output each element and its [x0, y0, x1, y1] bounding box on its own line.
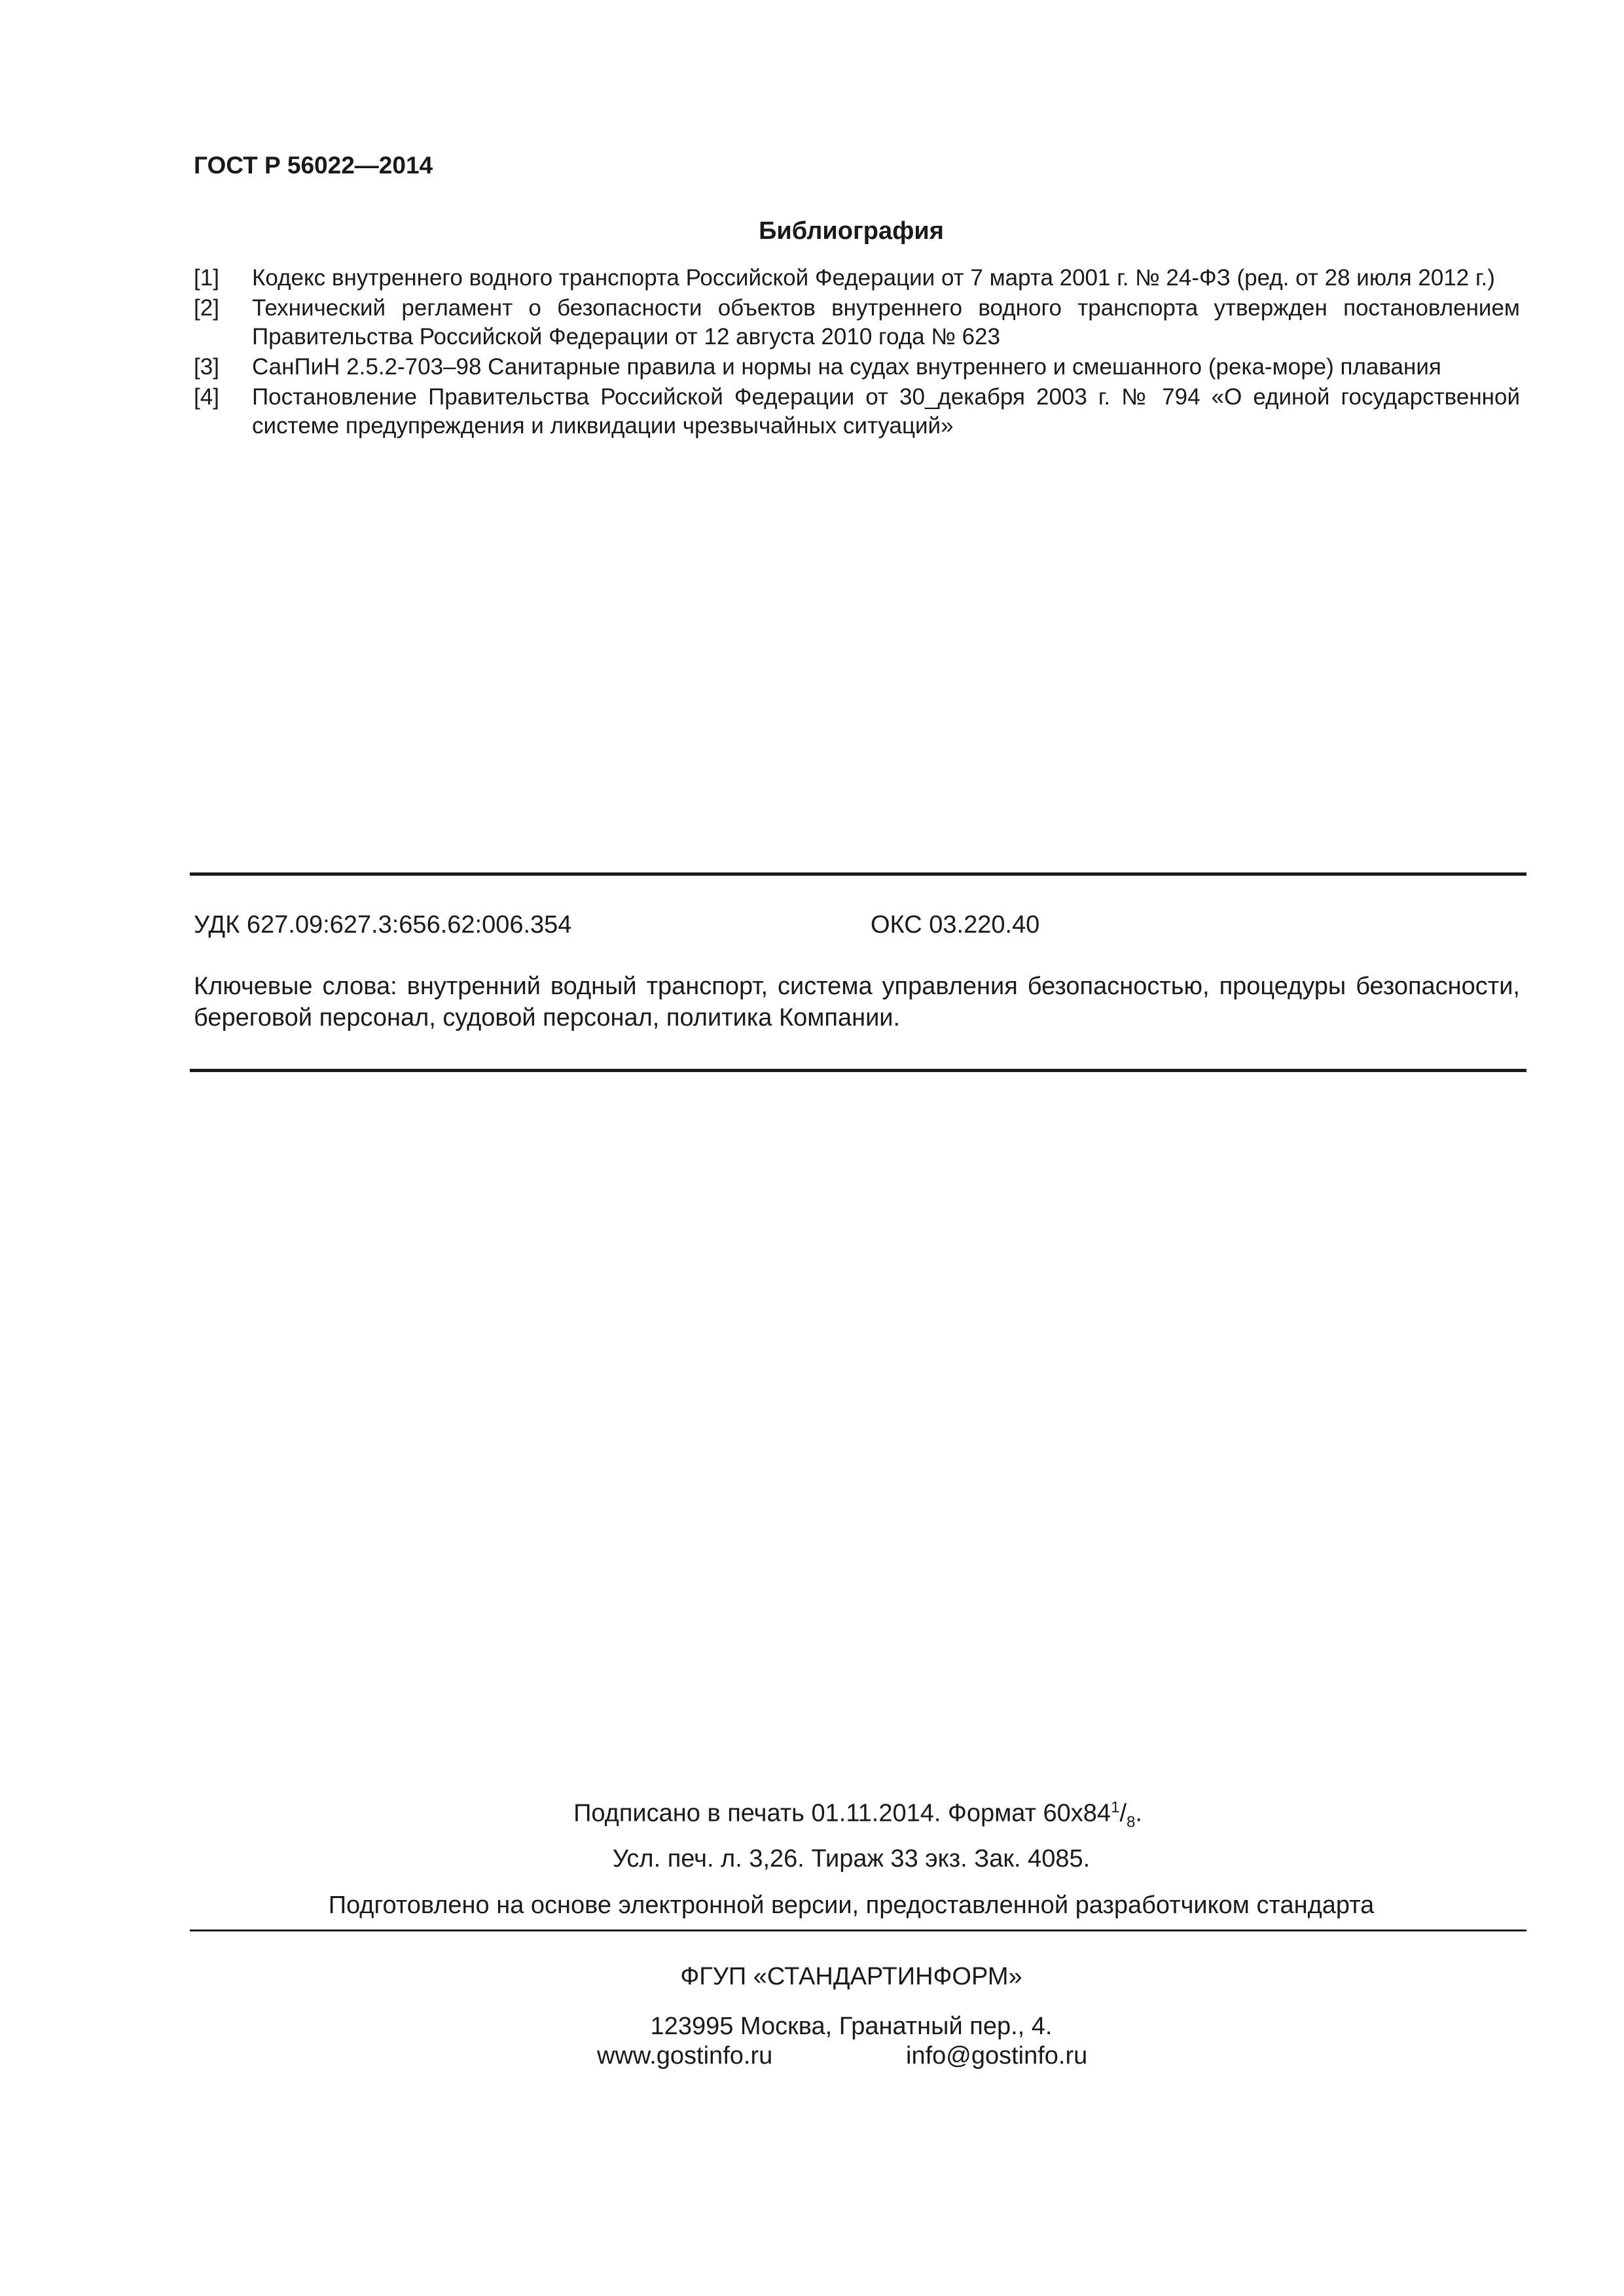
- publisher-address: 123995 Москва, Гранатный пер., 4.: [650, 2013, 1053, 2040]
- document-header: ГОСТ Р 56022—2014: [194, 152, 433, 179]
- divider-top: [190, 872, 1526, 876]
- print-info: Усл. печ. л. 3,26. Тираж 33 экз. Зак. 4085.: [612, 1845, 1091, 1873]
- publisher-name: ФГУП «СТАНДАРТИНФОРМ»: [680, 1963, 1022, 1990]
- oks-code: ОКС 03.220.40: [871, 911, 1040, 939]
- bibliography-item-number: [3]: [194, 354, 219, 380]
- divider-middle: [190, 1069, 1526, 1072]
- bibliography-item-text: Технический регламент о безопасности объектов внутреннего водного транспорта утвержден постановлением Правительства Российской Федерации от 12 августа 2010 года № 623: [252, 295, 1520, 350]
- publisher-website[interactable]: www.gostinfo.ru: [597, 2042, 773, 2070]
- bibliography-item-number: [1]: [194, 265, 219, 291]
- format-denominator: 8: [1127, 1813, 1136, 1831]
- bibliography-list: [194, 264, 1520, 442]
- udk-code: УДК 627.09:627.3:656.62:006.354: [194, 911, 572, 939]
- signed-for-print: Подписано в печать 01.11.2014. Формат $60x84^1/_8$.: [573, 1799, 1142, 1831]
- prepared-note: Подготовлено на основе электронной версии, предоставленной разработчиком стандарта: [328, 1892, 1375, 1919]
- bibliography-item-number: [2]: [194, 295, 219, 321]
- keywords: Ключевые слова: внутренний водный транспорт, система управления безопасностью, процедуры безопасности, береговой персонал, судовой персонал, политика Компании.: [194, 973, 1520, 1031]
- bibliography-title: Библиография: [759, 217, 944, 245]
- divider-bottom: [190, 1929, 1526, 1931]
- bibliography-item-text: СанПиН 2.5.2-703–98 Санитарные правила и нормы на судах внутреннего и смешанного (река-море) плавания: [252, 354, 1441, 380]
- bibliography-item-text: Кодекс внутреннего водного транспорта Российской Федерации от 7 марта 2001 г. № 24-ФЗ (ред. от 28 июля 2012 г.): [252, 265, 1495, 291]
- bibliography-item: [194, 353, 1520, 382]
- format-numerator: 1: [1111, 1799, 1120, 1816]
- signed-text: Подписано в печать 01.11.2014. Формат 60x84: [573, 1799, 1111, 1827]
- bibliography-item: [194, 264, 1520, 293]
- signed-suffix: .: [1135, 1799, 1142, 1827]
- bibliography-item: [194, 294, 1520, 351]
- bibliography-item-number: [4]: [194, 384, 219, 410]
- publisher-email[interactable]: info@gostinfo.ru: [906, 2042, 1088, 2070]
- bibliography-item: [194, 383, 1520, 440]
- bibliography-item-text: Постановление Правительства Российской Федерации от 30_декабря 2003 г. № 794 «О единой государственной системе предупреждения и ликвидации чрезвычайных ситуаций»: [252, 384, 1520, 439]
